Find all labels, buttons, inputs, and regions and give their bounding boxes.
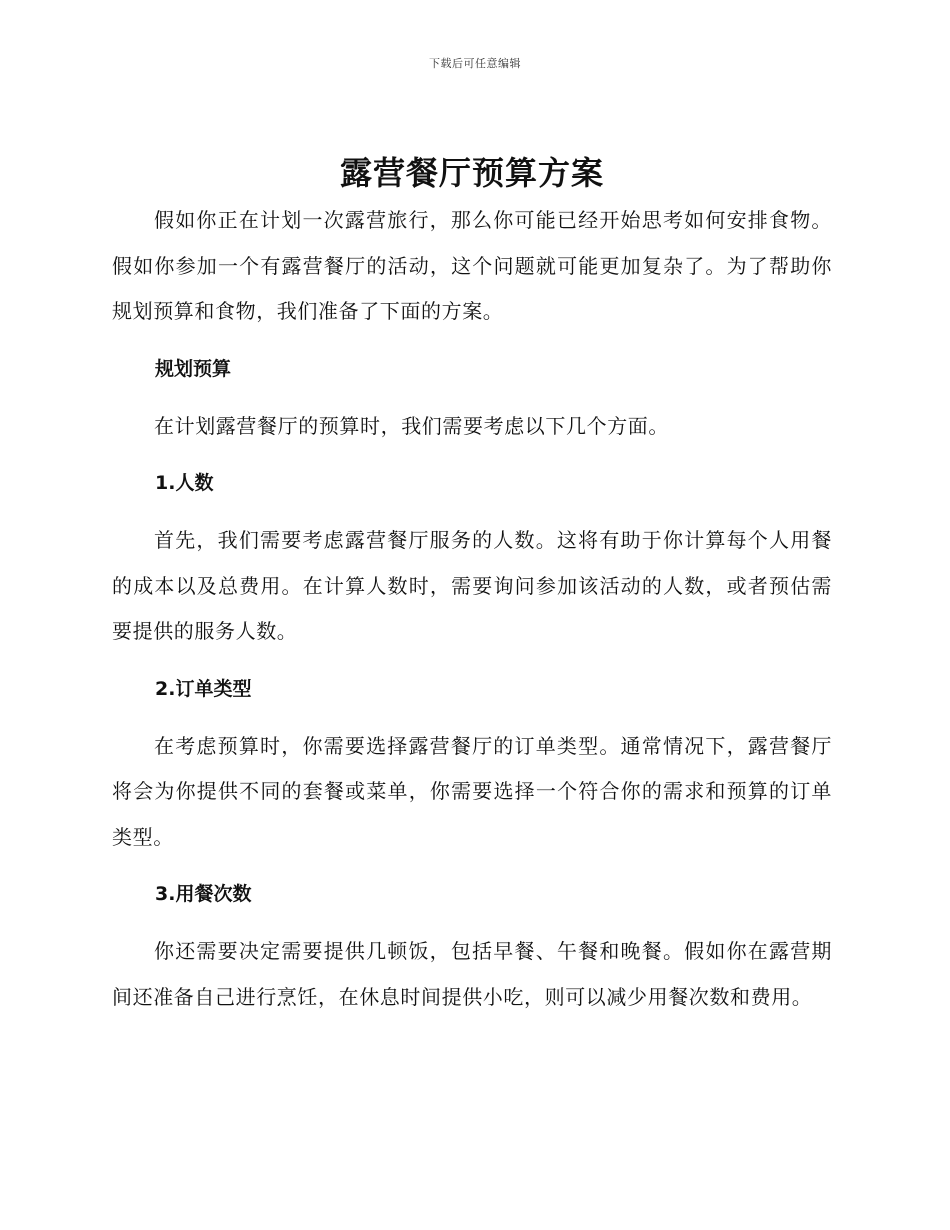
item-heading-headcount: 1.人数	[155, 472, 214, 494]
document-body	[112, 150, 832, 1032]
page-header-note: 下载后可任意编辑	[429, 57, 521, 70]
item-heading-meal-count: 3.用餐次数	[155, 883, 252, 905]
section-heading-budget: 规划预算	[155, 357, 232, 380]
document-title: 露营餐厅预算方案	[339, 154, 604, 192]
item-paragraph-headcount: 首先，我们需要考虑露营餐厅服务的人数。这将有助于你计算每个人用餐的成本以及总费用。在计算人数时，需要询问参加该活动的人数，或者预估需要提供的服务人数。	[112, 528, 832, 643]
item-heading-order-type: 2.订单类型	[155, 677, 252, 700]
budget-paragraph: 在计划露营餐厅的预算时，我们需要考虑以下几个方面。	[154, 413, 669, 438]
item-paragraph-order-type: 在考虑预算时，你需要选择露营餐厅的订单类型。通常情况下，露营餐厅将会为你提供不同的套餐或菜单，你需要选择一个符合你的需求和预算的订单类型。	[112, 733, 832, 849]
intro-paragraph: 假如你正在计划一次露营旅行，那么你可能已经开始思考如何安排食物。假如你参加一个有露营餐厅的活动，这个问题就可能更加复杂了。为了帮助你规划预算和食物，我们准备了下面的方案。	[112, 208, 832, 323]
item-paragraph-meal-count: 你还需要决定需要提供几顿饭，包括早餐、午餐和晚餐。假如你在露营期间还准备自己进行烹饪，在休息时间提供小吃，则可以减少用餐次数和费用。	[112, 939, 832, 1009]
